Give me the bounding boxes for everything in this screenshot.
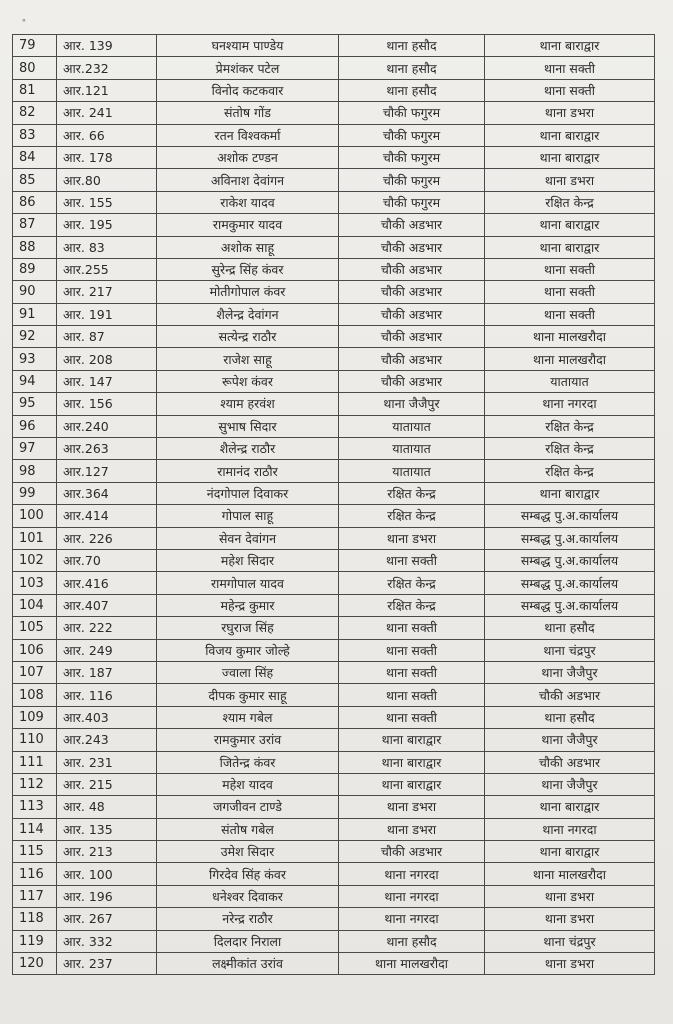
employee-name-cell: संतोष गोंड [157,102,339,124]
serial-number-cell: 106 [13,639,57,661]
badge-number-cell: आर. 241 [57,102,157,124]
current-posting-cell: रक्षित केन्द्र [339,505,485,527]
transfer-list-table-wrapper [12,34,654,975]
table-row [13,953,655,975]
employee-name-cell: संतोष गबेल [157,818,339,840]
new-posting-cell: चौकी अडभार [485,751,655,773]
new-posting-cell: सम्बद्ध पु.अ.कार्यालय [485,549,655,571]
badge-number-cell: आर. 231 [57,751,157,773]
employee-name-cell: राकेश यादव [157,191,339,213]
current-posting-cell: थाना सक्ती [339,639,485,661]
current-posting-cell: थाना डभरा [339,796,485,818]
table-row [13,818,655,840]
badge-number-cell: आर.416 [57,572,157,594]
employee-name-cell: सुरेन्द्र सिंह कंवर [157,258,339,280]
current-posting-cell: थाना बाराद्वार [339,729,485,751]
badge-number-cell: आर.414 [57,505,157,527]
badge-number-cell: आर. 187 [57,661,157,683]
serial-number-cell: 109 [13,706,57,728]
table-row [13,639,655,661]
employee-name-cell: रामकुमार यादव [157,214,339,236]
table-row [13,729,655,751]
badge-number-cell: आर.240 [57,415,157,437]
current-posting-cell: रक्षित केन्द्र [339,594,485,616]
serial-number-cell: 115 [13,841,57,863]
serial-number-cell: 104 [13,594,57,616]
badge-number-cell: आर. 226 [57,527,157,549]
serial-number-cell: 111 [13,751,57,773]
new-posting-cell: थाना हसौद [485,617,655,639]
table-row [13,549,655,571]
table-row [13,370,655,392]
employee-name-cell: दिलदार निराला [157,930,339,952]
current-posting-cell: थाना डभरा [339,818,485,840]
current-posting-cell: रक्षित केन्द्र [339,572,485,594]
new-posting-cell: थाना जैजैपुर [485,661,655,683]
current-posting-cell: थाना सक्ती [339,617,485,639]
employee-name-cell: गोपाल साहू [157,505,339,527]
employee-name-cell: ज्वाला सिंह [157,661,339,683]
current-posting-cell: चौकी अडभार [339,258,485,280]
new-posting-cell: थाना जैजैपुर [485,729,655,751]
new-posting-cell: चौकी अडभार [485,684,655,706]
employee-name-cell: लक्ष्मीकांत उरांव [157,953,339,975]
current-posting-cell: थाना मालखरौदा [339,953,485,975]
serial-number-cell: 81 [13,79,57,101]
current-posting-cell: चौकी अडभार [339,236,485,258]
badge-number-cell: आर.232 [57,57,157,79]
table-row [13,102,655,124]
table-row [13,796,655,818]
new-posting-cell: रक्षित केन्द्र [485,438,655,460]
current-posting-cell: थाना नगरदा [339,885,485,907]
new-posting-cell: यातायात [485,370,655,392]
serial-number-cell: 99 [13,482,57,504]
badge-number-cell: आर.255 [57,258,157,280]
serial-number-cell: 100 [13,505,57,527]
employee-name-cell: सेवन देवांगन [157,527,339,549]
serial-number-cell: 82 [13,102,57,124]
table-row [13,684,655,706]
serial-number-cell: 94 [13,370,57,392]
serial-number-cell: 113 [13,796,57,818]
current-posting-cell: थाना बाराद्वार [339,751,485,773]
serial-number-cell: 120 [13,953,57,975]
current-posting-cell: रक्षित केन्द्र [339,482,485,504]
table-row [13,326,655,348]
serial-number-cell: 95 [13,393,57,415]
employee-name-cell: श्याम गबेल [157,706,339,728]
new-posting-cell: थाना बाराद्वार [485,841,655,863]
current-posting-cell: चौकी फगुरम [339,191,485,213]
table-row [13,460,655,482]
table-row [13,57,655,79]
current-posting-cell: थाना हसौद [339,930,485,952]
table-row [13,191,655,213]
current-posting-cell: चौकी अडभार [339,214,485,236]
badge-number-cell: आर. 191 [57,303,157,325]
new-posting-cell: थाना सक्ती [485,79,655,101]
serial-number-cell: 98 [13,460,57,482]
employee-name-cell: शैलेन्द्र राठौर [157,438,339,460]
table-row [13,35,655,57]
badge-number-cell: आर. 178 [57,146,157,168]
current-posting-cell: थाना हसौद [339,79,485,101]
current-posting-cell: चौकी फगुरम [339,102,485,124]
employee-name-cell: नरेन्द्र राठौर [157,908,339,930]
current-posting-cell: थाना नगरदा [339,863,485,885]
employee-name-cell: विनोद कटकवार [157,79,339,101]
badge-number-cell: आर. 66 [57,124,157,146]
new-posting-cell: थाना डभरा [485,102,655,124]
badge-number-cell: आर.263 [57,438,157,460]
table-row [13,617,655,639]
current-posting-cell: चौकी फगुरम [339,124,485,146]
badge-number-cell: आर.80 [57,169,157,191]
new-posting-cell: थाना डभरा [485,908,655,930]
table-row [13,258,655,280]
badge-number-cell: आर. 267 [57,908,157,930]
table-row [13,79,655,101]
new-posting-cell: थाना मालखरौदा [485,326,655,348]
new-posting-cell: सम्बद्ध पु.अ.कार्यालय [485,505,655,527]
serial-number-cell: 83 [13,124,57,146]
new-posting-cell: थाना चंद्रपुर [485,639,655,661]
badge-number-cell: आर. 217 [57,281,157,303]
serial-number-cell: 86 [13,191,57,213]
table-row [13,505,655,527]
new-posting-cell: थाना सक्ती [485,281,655,303]
new-posting-cell: रक्षित केन्द्र [485,191,655,213]
employee-name-cell: नंदगोपाल दिवाकर [157,482,339,504]
employee-name-cell: दीपक कुमार साहू [157,684,339,706]
employee-name-cell: रामानंद राठौर [157,460,339,482]
new-posting-cell: सम्बद्ध पु.अ.कार्यालय [485,594,655,616]
table-row [13,773,655,795]
serial-number-cell: 93 [13,348,57,370]
current-posting-cell: थाना डभरा [339,527,485,549]
new-posting-cell: थाना बाराद्वार [485,236,655,258]
employee-name-cell: महेश सिदार [157,549,339,571]
table-row [13,482,655,504]
current-posting-cell: यातायात [339,415,485,437]
table-row [13,393,655,415]
table-row [13,863,655,885]
badge-number-cell: आर.407 [57,594,157,616]
serial-number-cell: 90 [13,281,57,303]
badge-number-cell: आर.243 [57,729,157,751]
employee-name-cell: शैलेन्द्र देवांगन [157,303,339,325]
serial-number-cell: 112 [13,773,57,795]
serial-number-cell: 114 [13,818,57,840]
employee-name-cell: सुभाष सिदार [157,415,339,437]
current-posting-cell: थाना हसौद [339,57,485,79]
employee-name-cell: अविनाश देवांगन [157,169,339,191]
serial-number-cell: 85 [13,169,57,191]
serial-number-cell: 87 [13,214,57,236]
serial-number-cell: 118 [13,908,57,930]
new-posting-cell: रक्षित केन्द्र [485,460,655,482]
employee-name-cell: धनेश्वर दिवाकर [157,885,339,907]
new-posting-cell: थाना बाराद्वार [485,214,655,236]
badge-number-cell: आर. 139 [57,35,157,57]
employee-name-cell: सत्येन्द्र राठौर [157,326,339,348]
transfer-list-table [12,34,655,975]
badge-number-cell: आर. 332 [57,930,157,952]
new-posting-cell: सम्बद्ध पु.अ.कार्यालय [485,527,655,549]
table-row [13,438,655,460]
badge-number-cell: आर. 249 [57,639,157,661]
table-row [13,124,655,146]
table-row [13,572,655,594]
serial-number-cell: 79 [13,35,57,57]
current-posting-cell: चौकी फगुरम [339,146,485,168]
table-row [13,303,655,325]
serial-number-cell: 110 [13,729,57,751]
new-posting-cell: रक्षित केन्द्र [485,415,655,437]
employee-name-cell: रामकुमार उरांव [157,729,339,751]
current-posting-cell: थाना जैजैपुर [339,393,485,415]
employee-name-cell: प्रेमशंकर पटेल [157,57,339,79]
employee-name-cell: राजेश साहू [157,348,339,370]
badge-number-cell: आर.403 [57,706,157,728]
serial-number-cell: 89 [13,258,57,280]
new-posting-cell: थाना बाराद्वार [485,146,655,168]
new-posting-cell: थाना डभरा [485,169,655,191]
badge-number-cell: आर. 147 [57,370,157,392]
badge-number-cell: आर. 213 [57,841,157,863]
current-posting-cell: चौकी अडभार [339,326,485,348]
table-row [13,527,655,549]
new-posting-cell: थाना डभरा [485,953,655,975]
current-posting-cell: थाना हसौद [339,35,485,57]
current-posting-cell: चौकी अडभार [339,370,485,392]
badge-number-cell: आर. 208 [57,348,157,370]
employee-name-cell: अशोक साहू [157,236,339,258]
serial-number-cell: 117 [13,885,57,907]
serial-number-cell: 101 [13,527,57,549]
serial-number-cell: 116 [13,863,57,885]
new-posting-cell: थाना जैजैपुर [485,773,655,795]
serial-number-cell: 108 [13,684,57,706]
new-posting-cell: थाना सक्ती [485,57,655,79]
new-posting-cell: थाना बाराद्वार [485,35,655,57]
employee-name-cell: गिरदेव सिंह कंवर [157,863,339,885]
current-posting-cell: थाना सक्ती [339,684,485,706]
employee-name-cell: उमेश सिदार [157,841,339,863]
badge-number-cell: आर. 87 [57,326,157,348]
employee-name-cell: जगजीवन टाण्डे [157,796,339,818]
table-row [13,751,655,773]
table-row [13,169,655,191]
current-posting-cell: यातायात [339,438,485,460]
badge-number-cell: आर. 156 [57,393,157,415]
employee-name-cell: महेश यादव [157,773,339,795]
badge-number-cell: आर. 116 [57,684,157,706]
badge-number-cell: आर. 237 [57,953,157,975]
table-row [13,214,655,236]
serial-number-cell: 91 [13,303,57,325]
new-posting-cell: थाना डभरा [485,885,655,907]
new-posting-cell: थाना नगरदा [485,818,655,840]
serial-number-cell: 88 [13,236,57,258]
current-posting-cell: चौकी फगुरम [339,169,485,191]
table-row [13,885,655,907]
employee-name-cell: घनश्याम पाण्डेय [157,35,339,57]
table-row [13,281,655,303]
table-row [13,930,655,952]
new-posting-cell: थाना चंद्रपुर [485,930,655,952]
serial-number-cell: 84 [13,146,57,168]
badge-number-cell: आर. 48 [57,796,157,818]
table-body [13,35,655,975]
badge-number-cell: आर. 215 [57,773,157,795]
new-posting-cell: थाना बाराद्वार [485,796,655,818]
badge-number-cell: आर. 155 [57,191,157,213]
badge-number-cell: आर. 100 [57,863,157,885]
badge-number-cell: आर. 222 [57,617,157,639]
current-posting-cell: थाना सक्ती [339,706,485,728]
current-posting-cell: चौकी अडभार [339,348,485,370]
table-row [13,908,655,930]
employee-name-cell: महेन्द्र कुमार [157,594,339,616]
employee-name-cell: विजय कुमार जोल्हे [157,639,339,661]
badge-number-cell: आर.70 [57,549,157,571]
current-posting-cell: थाना बाराद्वार [339,773,485,795]
employee-name-cell: रतन विश्वकर्मा [157,124,339,146]
serial-number-cell: 105 [13,617,57,639]
new-posting-cell: थाना हसौद [485,706,655,728]
new-posting-cell: थाना मालखरौदा [485,863,655,885]
table-row [13,661,655,683]
badge-number-cell: आर.127 [57,460,157,482]
serial-number-cell: 97 [13,438,57,460]
new-posting-cell: थाना बाराद्वार [485,482,655,504]
current-posting-cell: चौकी अडभार [339,303,485,325]
employee-name-cell: अशोक टण्डन [157,146,339,168]
badge-number-cell: आर.364 [57,482,157,504]
employee-name-cell: श्याम हरवंश [157,393,339,415]
current-posting-cell: थाना सक्ती [339,661,485,683]
table-row [13,348,655,370]
serial-number-cell: 119 [13,930,57,952]
current-posting-cell: थाना नगरदा [339,908,485,930]
table-row [13,594,655,616]
badge-number-cell: आर. 196 [57,885,157,907]
current-posting-cell: यातायात [339,460,485,482]
badge-number-cell: आर. 135 [57,818,157,840]
serial-number-cell: 80 [13,57,57,79]
table-row [13,415,655,437]
new-posting-cell: थाना सक्ती [485,303,655,325]
serial-number-cell: 103 [13,572,57,594]
employee-name-cell: रूपेश कंवर [157,370,339,392]
badge-number-cell: आर. 83 [57,236,157,258]
table-row [13,236,655,258]
new-posting-cell: थाना नगरदा [485,393,655,415]
table-row [13,841,655,863]
current-posting-cell: चौकी अडभार [339,281,485,303]
employee-name-cell: रघुराज सिंह [157,617,339,639]
serial-number-cell: 102 [13,549,57,571]
employee-name-cell: जितेन्द्र कंवर [157,751,339,773]
new-posting-cell: थाना मालखरौदा [485,348,655,370]
new-posting-cell: सम्बद्ध पु.अ.कार्यालय [485,572,655,594]
serial-number-cell: 107 [13,661,57,683]
badge-number-cell: आर.121 [57,79,157,101]
page-mark: ॰ [22,17,26,27]
serial-number-cell: 96 [13,415,57,437]
badge-number-cell: आर. 195 [57,214,157,236]
new-posting-cell: थाना सक्ती [485,258,655,280]
table-row [13,146,655,168]
employee-name-cell: रामगोपाल यादव [157,572,339,594]
new-posting-cell: थाना बाराद्वार [485,124,655,146]
current-posting-cell: चौकी अडभार [339,841,485,863]
table-row [13,706,655,728]
employee-name-cell: मोतीगोपाल कंवर [157,281,339,303]
serial-number-cell: 92 [13,326,57,348]
current-posting-cell: थाना सक्ती [339,549,485,571]
